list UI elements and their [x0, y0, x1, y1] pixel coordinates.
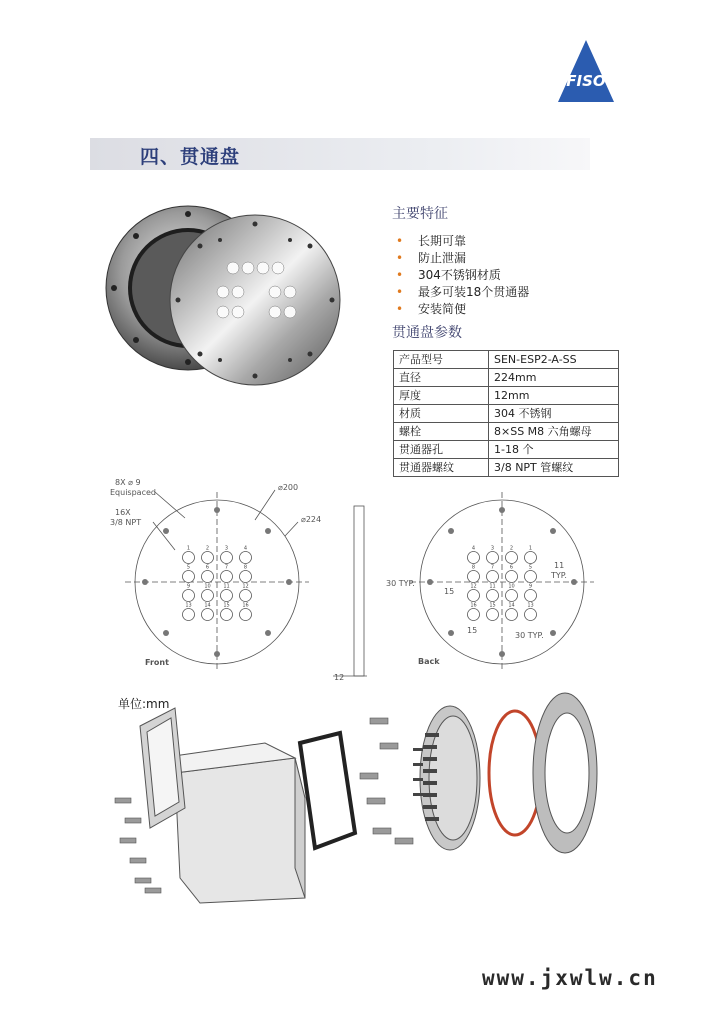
dia-200-label: ⌀200 — [278, 483, 299, 492]
hole-number: 13 — [185, 602, 192, 609]
feedthrough-hole — [525, 609, 537, 621]
table-row: 贯通器螺纹 3/8 NPT 管螺纹 — [394, 459, 619, 477]
feedthrough-hole — [506, 609, 518, 621]
features-heading: 主要特征 — [392, 206, 448, 222]
hole-number: 10 — [204, 583, 211, 590]
dim-11: 11 — [554, 561, 565, 570]
hole-number: 5 — [186, 564, 191, 571]
product-photo — [100, 200, 360, 400]
feedthrough-hole — [506, 552, 518, 564]
feedthrough-hole — [487, 609, 499, 621]
feedthrough-hole — [221, 590, 233, 602]
bullet-icon: • — [396, 251, 404, 265]
hole-number: 1 — [528, 545, 533, 552]
hole-number: 15 — [489, 602, 496, 609]
feedthrough-hole — [183, 571, 195, 583]
hole-number: 15 — [223, 602, 230, 609]
feedthrough-hole — [240, 590, 252, 602]
feature-item: • 长期可靠 — [396, 234, 467, 248]
hole-number: 9 — [528, 583, 533, 590]
hole-number: 2 — [205, 545, 210, 552]
feedthrough-hole — [506, 590, 518, 602]
feedthrough-hole — [240, 609, 252, 621]
hole-number: 12 — [470, 583, 477, 590]
feedthrough-hole — [468, 552, 480, 564]
website-url: www.jxwlw.cn — [482, 966, 658, 990]
hole-number: 1 — [186, 545, 191, 552]
bullet-icon: • — [396, 268, 404, 282]
feature-item: • 最多可装18个贯通器 — [396, 285, 530, 299]
feedthrough-hole — [221, 552, 233, 564]
hole-number: 4 — [243, 545, 248, 552]
hole-number: 3 — [224, 545, 229, 552]
feedthrough-hole — [183, 590, 195, 602]
page-title: 四、贯通盘 — [140, 146, 241, 168]
hole-number: 8 — [243, 564, 248, 571]
features-list — [394, 233, 529, 318]
feedthrough-hole — [506, 571, 518, 583]
bullet-icon: • — [396, 302, 404, 316]
feedthrough-hole — [487, 552, 499, 564]
dim-30typ: 30 TYP. — [386, 579, 415, 588]
dim-typ: TYP. — [551, 571, 567, 580]
fiso-logo — [556, 38, 616, 104]
feedthrough-hole — [468, 609, 480, 621]
feedthrough-hole — [202, 552, 214, 564]
dim-15: 15 — [467, 626, 478, 635]
logo-text: FISO — [566, 72, 606, 90]
params-heading: 贯通盘参数 — [392, 325, 462, 341]
table-row: 直径 224mm — [394, 369, 619, 387]
exploded-assembly — [105, 688, 605, 908]
hole-number: 16 — [470, 602, 477, 609]
feedthrough-hole — [221, 609, 233, 621]
hole-number: 9 — [186, 583, 191, 590]
feedthrough-hole — [183, 552, 195, 564]
back-label: Back — [418, 657, 440, 666]
hole-number: 3 — [490, 545, 495, 552]
feedthrough-hole — [525, 590, 537, 602]
feature-item: • 安装简便 — [396, 302, 467, 316]
thickness-label: 12 — [334, 673, 345, 682]
feature-item: • 防止泄漏 — [396, 251, 467, 265]
feedthrough-hole — [487, 590, 499, 602]
hole-number: 7 — [490, 564, 495, 571]
hole-number: 8 — [471, 564, 476, 571]
feedthrough-hole — [221, 571, 233, 583]
hole-number: 4 — [471, 545, 476, 552]
feature-item: • 304不锈钢材质 — [396, 268, 501, 282]
table-row: 螺栓 8×SS M8 六角螺母 — [394, 423, 619, 441]
hole-number: 13 — [527, 602, 534, 609]
feedthrough-hole — [202, 571, 214, 583]
bolt-note: Equispaced — [110, 488, 156, 497]
dia-224-label: ⌀224 — [301, 515, 322, 524]
feedthrough-hole — [202, 609, 214, 621]
hole-note: 16X — [115, 508, 131, 517]
hole-note: 3/8 NPT — [110, 518, 142, 527]
feedthrough-hole — [487, 571, 499, 583]
bullet-icon: • — [396, 285, 404, 299]
dim-15: 15 — [444, 587, 455, 596]
hole-number: 14 — [204, 602, 211, 609]
hole-number: 2 — [509, 545, 514, 552]
table-row: 贯通器孔 1-18 个 — [394, 441, 619, 459]
bullet-icon: • — [396, 234, 404, 248]
table-row: 厚度 12mm — [394, 387, 619, 405]
feedthrough-hole — [525, 571, 537, 583]
bolt-note: 8X ⌀ 9 — [115, 478, 141, 487]
hole-number: 7 — [224, 564, 229, 571]
hole-number: 10 — [508, 583, 515, 590]
front-label: Front — [145, 658, 169, 667]
params-table — [393, 350, 619, 477]
feedthrough-hole — [240, 571, 252, 583]
unit-label: 单位:mm — [118, 697, 170, 711]
feedthrough-hole — [183, 609, 195, 621]
feedthrough-hole — [202, 590, 214, 602]
feedthrough-hole — [240, 552, 252, 564]
hole-number: 14 — [508, 602, 515, 609]
hole-number: 16 — [242, 602, 249, 609]
table-row: 产品型号 SEN-ESP2-A-SS — [394, 351, 619, 369]
hole-number: 12 — [242, 583, 249, 590]
technical-drawings — [105, 470, 605, 695]
hole-number: 6 — [205, 564, 210, 571]
hole-number: 5 — [528, 564, 533, 571]
feedthrough-hole — [525, 552, 537, 564]
table-row: 材质 304 不锈钢 — [394, 405, 619, 423]
feedthrough-hole — [468, 590, 480, 602]
feedthrough-hole — [468, 571, 480, 583]
hole-number: 11 — [223, 583, 230, 590]
dim-30typ: 30 TYP. — [515, 631, 544, 640]
hole-number: 6 — [509, 564, 514, 571]
hole-number: 11 — [489, 583, 496, 590]
